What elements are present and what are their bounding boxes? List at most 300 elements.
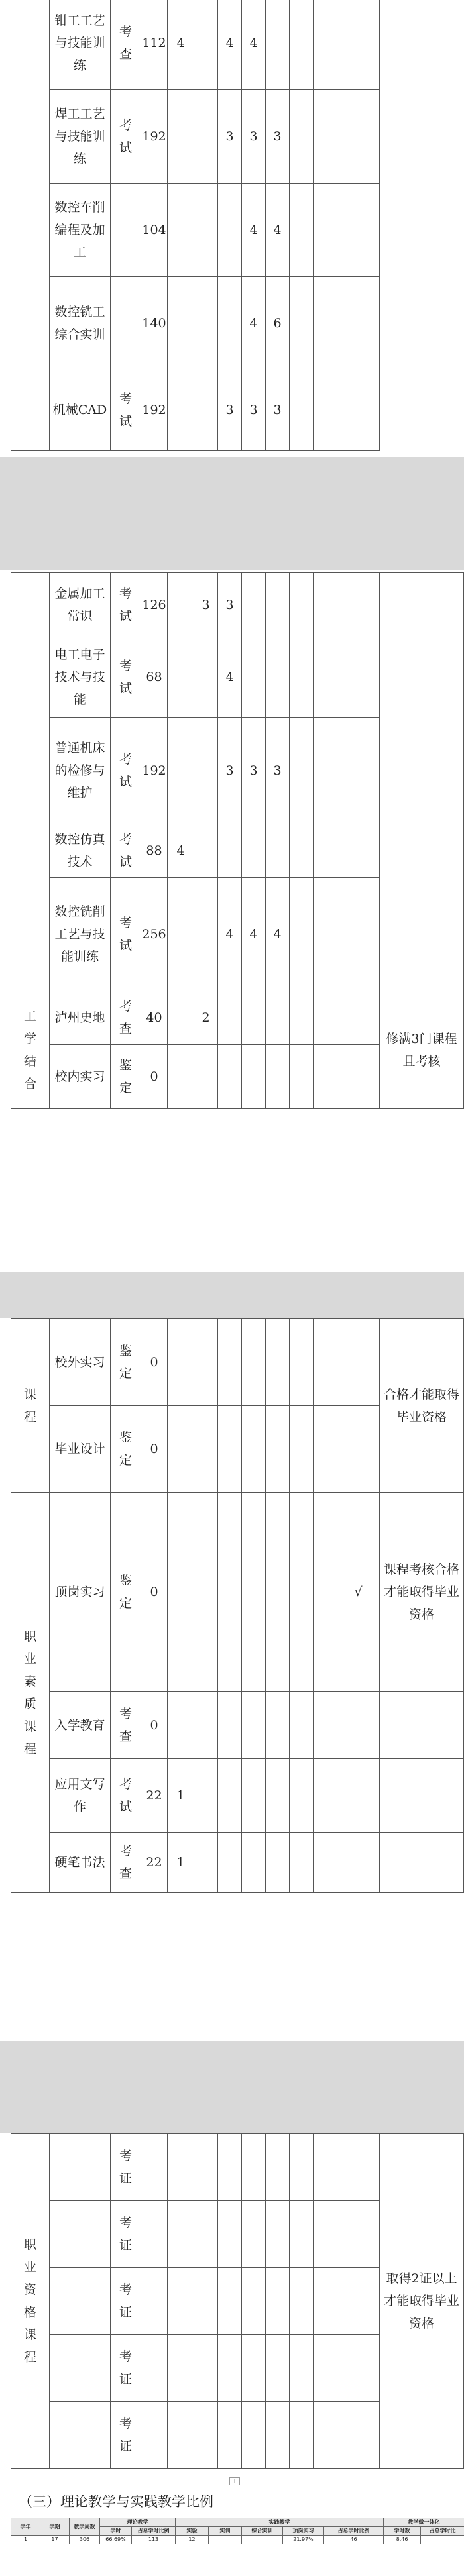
remark-cell-text: 合格才能取得毕业资格 (383, 1387, 459, 1424)
semester-hours-c2 (194, 878, 218, 991)
semester-hours-c3 (218, 0, 242, 90)
ratio-header-row (11, 2518, 464, 2527)
semester-hours-c5 (266, 90, 290, 184)
semester-cell (168, 2335, 194, 2402)
total-hours-text: 68 (146, 670, 162, 684)
semester-cell (194, 2335, 218, 2402)
ratio-cell-text: 306 (79, 2536, 90, 2542)
semester-hours-c4 (242, 184, 266, 277)
ratio-table (11, 2518, 464, 2544)
assessment-type-text: 考试 (119, 392, 132, 429)
semester-cell-text: 1 (176, 1855, 185, 1870)
semester-cell (290, 1759, 314, 1833)
course-name (50, 1493, 111, 1692)
remark-cell (380, 1319, 464, 1493)
semester-cell (242, 1493, 266, 1692)
semester-hours-c4 (242, 277, 266, 370)
semester-hours-c2 (194, 184, 218, 277)
assessment-type-text: 鉴定 (119, 1574, 132, 1611)
semester-cell (242, 1692, 266, 1759)
ratio-cell-text: 1 (23, 2536, 28, 2542)
ratio-cell (209, 2536, 242, 2544)
semester-hours-c5 (266, 824, 290, 878)
semester-cell (314, 1692, 337, 1759)
assessment-type-text: 鉴定 (119, 1058, 132, 1095)
ratio-head-text: 学年 (20, 2523, 31, 2530)
assessment-type (111, 2402, 141, 2469)
ratio-head-text: 理论教学 (127, 2519, 148, 2525)
semester-hours-c1 (168, 0, 194, 90)
semester-cell (168, 1406, 194, 1493)
semester-cell (266, 2134, 290, 2201)
semester-hours-c4 (242, 878, 266, 991)
course-name (50, 1692, 111, 1759)
semester-hours-c5-text: 6 (273, 316, 282, 331)
semester-hours-c4 (242, 824, 266, 878)
assessment-type-text: 考证 (119, 2282, 132, 2320)
assessment-type (111, 1833, 141, 1893)
semester-cell (337, 1692, 380, 1759)
total-hours (141, 184, 168, 277)
semester-cell (314, 1833, 337, 1893)
semester-hours-c4-text: 4 (249, 927, 258, 941)
semester-hours-c3-text: 3 (225, 763, 234, 778)
ratio-subhead (209, 2527, 242, 2536)
semester-cell (194, 1833, 218, 1893)
ratio-head (176, 2518, 384, 2527)
course-name-text: 金属加工常识 (54, 586, 105, 623)
semester-cell (242, 2134, 266, 2201)
semester-hours-c4 (242, 1045, 266, 1109)
course-name-text: 普通机床的检修与维护 (54, 741, 105, 800)
ratio-cell (132, 2536, 176, 2544)
total-hours (141, 1319, 168, 1406)
course-name (50, 2402, 111, 2469)
group-label-text: 职业素质课程 (23, 1629, 36, 1756)
ratio-subhead-text: 学时 (110, 2528, 121, 2534)
semester-cell (168, 1833, 194, 1893)
semester-cell-text: 1 (176, 1788, 185, 1803)
course-row (11, 370, 380, 451)
semester-cell (194, 2201, 218, 2268)
ratio-cell-text: 12 (188, 2536, 196, 2542)
course-name-text: 数控车削编程及加工 (54, 200, 105, 260)
blank-col (314, 718, 337, 824)
semester-cell (290, 1319, 314, 1406)
blank-col (314, 573, 337, 637)
course-name (50, 824, 111, 878)
semester-hours-c4-text: 3 (249, 763, 258, 778)
semester-cell (168, 2268, 194, 2335)
semester-cell (314, 2402, 337, 2469)
semester-cell (266, 2201, 290, 2268)
blank-col (337, 277, 380, 370)
remark-cell (380, 1833, 464, 1893)
page-marker: + (229, 2477, 240, 2485)
semester-cell (266, 2335, 290, 2402)
total-hours-text: 140 (142, 316, 166, 331)
semester-hours-c6 (290, 184, 314, 277)
ratio-subhead (132, 2527, 176, 2536)
assessment-type-text: 考试 (119, 1777, 132, 1814)
semester-hours-c2 (194, 573, 218, 637)
course-name (50, 637, 111, 718)
semester-hours-c6 (290, 277, 314, 370)
blank-col (337, 718, 380, 824)
course-row (11, 277, 380, 370)
group-label (11, 991, 50, 1109)
ratio-head-text: 教学做一体化 (408, 2519, 440, 2525)
assessment-type-text: 考试 (119, 752, 132, 789)
course-name-text: 数控铣削工艺与技能训练 (54, 904, 105, 964)
semester-hours-c5-text: 4 (273, 223, 282, 237)
semester-cell (141, 2134, 168, 2201)
semester-cell (218, 1692, 242, 1759)
total-hours (141, 824, 168, 878)
blank-col (314, 1045, 337, 1109)
total-hours (141, 0, 168, 90)
course-name-text: 钳工工艺与技能训练 (54, 13, 105, 73)
ratio-data-row (11, 2536, 464, 2544)
ratio-cell (176, 2536, 209, 2544)
semester-cell (337, 1406, 380, 1493)
assessment-type-text: 鉴定 (119, 1344, 132, 1381)
ratio-cell (70, 2536, 100, 2544)
blank-col (337, 573, 380, 637)
remark-cell (380, 1692, 464, 1759)
course-row (11, 2134, 464, 2201)
semester-cell (337, 2201, 380, 2268)
blank-col (314, 637, 337, 718)
total-hours (141, 370, 168, 451)
total-hours-text: 0 (150, 1442, 158, 1456)
semester-cell (290, 2402, 314, 2469)
check-mark (337, 1493, 380, 1692)
assessment-type-text: 考证 (119, 2149, 132, 2186)
semester-hours-c2 (194, 277, 218, 370)
course-name (50, 370, 111, 451)
remark-cell-text: 取得2证以上才能取得毕业资格 (383, 2271, 459, 2331)
semester-hours-c6 (290, 878, 314, 991)
blank-col (337, 0, 380, 90)
semester-cell (242, 1319, 266, 1406)
assessment-type (111, 2335, 141, 2402)
semester-hours-c1 (168, 878, 194, 991)
total-hours-text: 112 (142, 36, 166, 50)
semester-cell (266, 1493, 290, 1692)
course-name-text: 入学教育 (54, 1718, 105, 1733)
assessment-type (111, 2268, 141, 2335)
semester-hours-c4 (242, 637, 266, 718)
group-label (11, 1319, 50, 1493)
semester-hours-c3 (218, 277, 242, 370)
total-hours-text: 22 (146, 1788, 162, 1803)
semester-hours-c2 (194, 0, 218, 90)
page-segment-3 (0, 1318, 464, 2041)
page-segment-4 (0, 2133, 464, 2576)
semester-hours-c6 (290, 1045, 314, 1109)
remark-cell-text: 课程考核合格才能取得毕业资格 (383, 1562, 459, 1622)
semester-hours-c1-text: 4 (176, 843, 185, 858)
ratio-head (384, 2518, 464, 2527)
semester-hours-c1 (168, 991, 194, 1045)
course-name (50, 1406, 111, 1493)
course-name-text: 顶岗实习 (54, 1585, 105, 1599)
blank-col (337, 991, 380, 1045)
assessment-type-text: 考证 (119, 2216, 132, 2253)
semester-hours-c3 (218, 184, 242, 277)
semester-hours-c5 (266, 184, 290, 277)
assessment-type (111, 573, 141, 637)
semester-hours-c2 (194, 824, 218, 878)
ratio-cell (40, 2536, 70, 2544)
semester-hours-c4 (242, 991, 266, 1045)
course-row (11, 1493, 464, 1692)
semester-cell (141, 2335, 168, 2402)
course-row (11, 991, 464, 1045)
total-hours-text: 192 (142, 403, 166, 417)
semester-cell (168, 2402, 194, 2469)
category-cell (11, 573, 50, 991)
course-name-text: 焊工工艺与技能训练 (54, 107, 105, 166)
semester-hours-c1 (168, 277, 194, 370)
semester-hours-c5 (266, 637, 290, 718)
ratio-subhead-text: 占总学时比例 (137, 2528, 170, 2534)
assessment-type (111, 1045, 141, 1109)
semester-hours-c2 (194, 90, 218, 184)
semester-cell (266, 1319, 290, 1406)
semester-cell (194, 1692, 218, 1759)
semester-hours-c1 (168, 90, 194, 184)
ratio-subhead-text: 占总学时比例 (337, 2528, 370, 2534)
semester-cell (290, 2335, 314, 2402)
semester-cell (266, 1759, 290, 1833)
total-hours-text: 192 (142, 763, 166, 778)
semester-cell (314, 2268, 337, 2335)
semester-cell (337, 2402, 380, 2469)
semester-hours-c3 (218, 637, 242, 718)
total-hours (141, 637, 168, 718)
semester-hours-c2-text: 3 (202, 598, 210, 612)
semester-hours-c1 (168, 824, 194, 878)
course-row (11, 1692, 464, 1759)
semester-cell (218, 1319, 242, 1406)
total-hours (141, 1692, 168, 1759)
semester-cell (290, 1692, 314, 1759)
semester-hours-c5 (266, 370, 290, 451)
course-row (11, 1319, 464, 1406)
semester-cell (290, 1833, 314, 1893)
remark-cell (380, 1493, 464, 1692)
course-name (50, 2335, 111, 2402)
assessment-type (111, 184, 141, 277)
semester-hours-c2 (194, 718, 218, 824)
blank-col (337, 1045, 380, 1109)
course-name (50, 2134, 111, 2201)
semester-hours-c1 (168, 184, 194, 277)
total-hours (141, 991, 168, 1045)
ratio-cell (11, 2536, 40, 2544)
total-hours (141, 1833, 168, 1893)
semester-hours-c5 (266, 573, 290, 637)
semester-hours-c4 (242, 573, 266, 637)
semester-hours-c3-text: 4 (225, 670, 234, 684)
ratio-head (11, 2518, 40, 2536)
semester-cell (194, 2134, 218, 2201)
semester-cell (218, 1406, 242, 1493)
semester-hours-c3 (218, 573, 242, 637)
ratio-cell (100, 2536, 132, 2544)
blank-col (314, 878, 337, 991)
category-cell (11, 0, 50, 451)
semester-hours-c1 (168, 718, 194, 824)
semester-hours-c6 (290, 637, 314, 718)
semester-hours-c3-text: 3 (225, 129, 234, 144)
blank-col (314, 991, 337, 1045)
total-hours-text: 0 (150, 1069, 158, 1084)
semester-cell (242, 1759, 266, 1833)
blank-col (337, 184, 380, 277)
check-mark-text: √ (354, 1585, 363, 1599)
blank-col (337, 878, 380, 991)
semester-hours-c5-text: 3 (273, 129, 282, 144)
semester-cell (314, 1493, 337, 1692)
semester-hours-c1 (168, 1045, 194, 1109)
semester-cell (290, 1406, 314, 1493)
semester-hours-c3 (218, 370, 242, 451)
semester-hours-c1 (168, 573, 194, 637)
total-hours (141, 277, 168, 370)
remark-cell (380, 2134, 464, 2469)
course-name (50, 878, 111, 991)
semester-cell (314, 1319, 337, 1406)
ratio-cell-text: 46 (350, 2536, 357, 2542)
blank-col (314, 90, 337, 184)
semester-cell (218, 2335, 242, 2402)
semester-hours-c2 (194, 991, 218, 1045)
ratio-subhead (421, 2527, 464, 2536)
course-name-text: 电工电子技术与技能 (54, 647, 105, 707)
semester-hours-c4-text: 4 (249, 316, 258, 331)
assessment-type (111, 370, 141, 451)
semester-cell (218, 2134, 242, 2201)
semester-hours-c5 (266, 0, 290, 90)
page-segment-2 (0, 570, 464, 1272)
ratio-cell (242, 2536, 283, 2544)
semester-cell (218, 1833, 242, 1893)
semester-cell (337, 1319, 380, 1406)
page-segment-1 (0, 0, 464, 457)
curriculum-table-part-3 (11, 1318, 464, 1893)
semester-cell (314, 1406, 337, 1493)
course-name (50, 0, 111, 90)
semester-hours-c2-text: 2 (202, 1010, 210, 1025)
course-name-text: 硬笔书法 (54, 1855, 105, 1870)
course-name (50, 1759, 111, 1833)
semester-hours-c4 (242, 370, 266, 451)
total-hours (141, 1406, 168, 1493)
semester-cell (194, 1319, 218, 1406)
assessment-type (111, 1493, 141, 1692)
semester-cell (266, 1406, 290, 1493)
assessment-type (111, 1319, 141, 1406)
semester-cell (194, 1406, 218, 1493)
semester-hours-c1 (168, 370, 194, 451)
semester-cell (242, 2402, 266, 2469)
course-row (11, 90, 380, 184)
curriculum-table-part-1 (11, 0, 380, 451)
ratio-cell-text: 66.69% (105, 2536, 126, 2542)
semester-hours-c5-text: 3 (273, 403, 282, 417)
ratio-subhead-text: 综合实训 (251, 2528, 273, 2534)
assessment-type (111, 277, 141, 370)
semester-hours-c6 (290, 573, 314, 637)
semester-cell (168, 2201, 194, 2268)
ratio-subhead (100, 2527, 132, 2536)
semester-hours-c3-text: 3 (225, 403, 234, 417)
assessment-type (111, 1406, 141, 1493)
semester-hours-c4-text: 4 (249, 36, 258, 50)
ratio-subhead (176, 2527, 209, 2536)
assessment-type-text: 鉴定 (119, 1430, 132, 1468)
assessment-type-text: 考试 (119, 118, 132, 155)
ratio-cell (384, 2536, 421, 2544)
assessment-type-text: 考证 (119, 2416, 132, 2453)
course-row (11, 573, 464, 637)
ratio-head-text: 教学周数 (74, 2523, 95, 2530)
semester-cell (218, 1493, 242, 1692)
curriculum-table-part-2 (11, 572, 464, 1109)
ratio-subhead (283, 2527, 324, 2536)
ratio-head (100, 2518, 176, 2527)
assessment-type-text: 考试 (119, 659, 132, 696)
semester-hours-c3 (218, 1045, 242, 1109)
total-hours-text: 0 (150, 1585, 158, 1599)
total-hours-text: 0 (150, 1355, 158, 1369)
group-label-text: 工学结合 (23, 1008, 36, 1091)
assessment-type (111, 1692, 141, 1759)
course-name (50, 2268, 111, 2335)
semester-cell (218, 2268, 242, 2335)
course-name-text: 机械CAD (52, 403, 107, 417)
semester-hours-c3 (218, 718, 242, 824)
total-hours (141, 1493, 168, 1692)
total-hours-text: 88 (146, 843, 162, 858)
blank-col (314, 370, 337, 451)
semester-hours-c6 (290, 718, 314, 824)
ratio-subhead-text: 学时数 (394, 2528, 410, 2534)
semester-hours-c4-text: 3 (249, 403, 258, 417)
course-name-text: 毕业设计 (54, 1442, 105, 1456)
total-hours (141, 1759, 168, 1833)
section-title: （三）理论教学与实践教学比例 (19, 2494, 213, 2510)
course-name (50, 1319, 111, 1406)
total-hours (141, 90, 168, 184)
assessment-type (111, 824, 141, 878)
course-name-text: 泸州史地 (54, 1010, 105, 1025)
semester-hours-c5 (266, 1045, 290, 1109)
semester-cell (242, 2335, 266, 2402)
course-name (50, 2201, 111, 2268)
ratio-head (40, 2518, 70, 2536)
blank-col (337, 370, 380, 451)
assessment-type (111, 991, 141, 1045)
semester-hours-c4 (242, 718, 266, 824)
ratio-head-text: 实践教学 (268, 2519, 290, 2525)
semester-cell (266, 1692, 290, 1759)
semester-hours-c3 (218, 90, 242, 184)
curriculum-table-part-4 (11, 2133, 464, 2469)
